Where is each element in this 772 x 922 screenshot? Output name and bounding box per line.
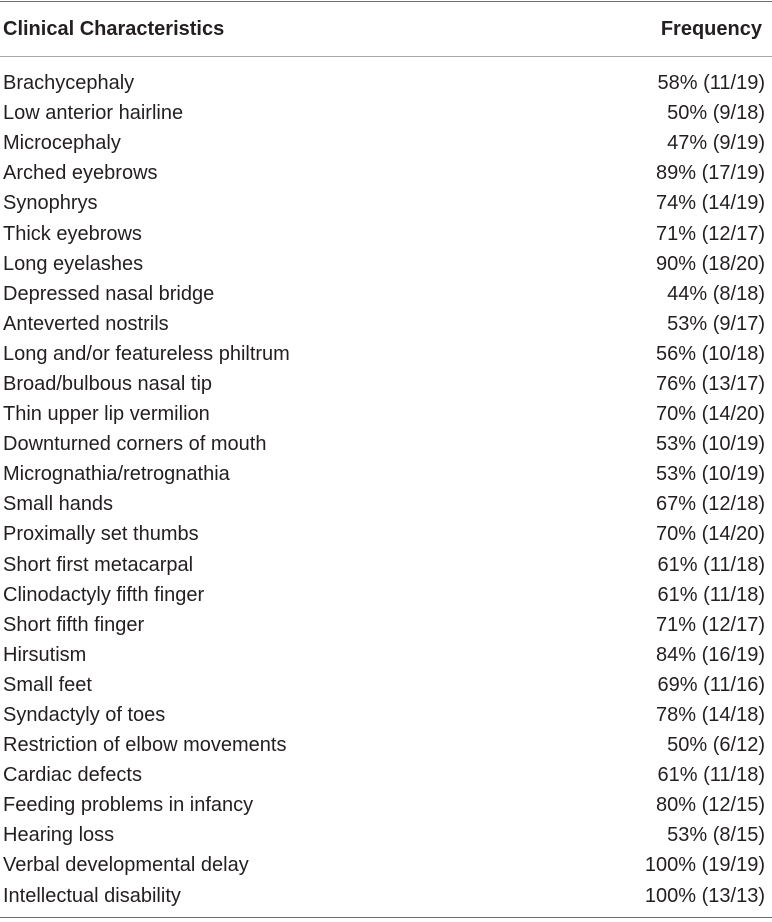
table-row	[0, 790, 772, 820]
table-row	[0, 459, 772, 489]
table-body	[0, 68, 772, 911]
cell-clinical-characteristic: Brachycephaly	[3, 72, 135, 95]
cell-clinical-characteristic: Hirsutism	[3, 643, 87, 666]
table-row	[0, 820, 772, 850]
cell-frequency: 61% (11/18)	[657, 553, 765, 576]
cell-frequency: 53% (8/15)	[667, 824, 765, 847]
cell-frequency: 76% (13/17)	[656, 372, 765, 395]
table-row	[0, 429, 772, 459]
cell-clinical-characteristic: Depressed nasal bridge	[3, 282, 215, 305]
header-clinical-characteristics: Clinical Characteristics	[3, 17, 225, 40]
table-row	[0, 369, 772, 399]
table-row	[0, 610, 772, 640]
cell-clinical-characteristic: Restriction of elbow movements	[3, 734, 287, 757]
cell-frequency: 84% (16/19)	[656, 643, 765, 666]
cell-frequency: 71% (12/17)	[656, 222, 765, 245]
cell-clinical-characteristic: Micrognathia/retrognathia	[3, 463, 230, 486]
table-bottom-rule	[0, 917, 772, 918]
cell-clinical-characteristic: Short first metacarpal	[3, 553, 194, 576]
cell-frequency: 71% (12/17)	[656, 613, 765, 636]
cell-clinical-characteristic: Thin upper lip vermilion	[3, 403, 210, 426]
table-row	[0, 249, 772, 279]
cell-frequency: 47% (9/19)	[667, 132, 765, 155]
cell-clinical-characteristic: Broad/bulbous nasal tip	[3, 372, 213, 395]
cell-clinical-characteristic: Microcephaly	[3, 132, 121, 155]
cell-frequency: 53% (9/17)	[667, 312, 765, 335]
cell-clinical-characteristic: Intellectual disability	[3, 884, 181, 907]
cell-clinical-characteristic: Long eyelashes	[3, 252, 144, 275]
table-row	[0, 881, 772, 911]
cell-frequency: 90% (18/20)	[656, 252, 765, 275]
cell-frequency: 100% (19/19)	[644, 854, 765, 877]
table-row	[0, 188, 772, 218]
cell-frequency: 61% (11/18)	[657, 583, 765, 606]
table-row	[0, 218, 772, 248]
cell-clinical-characteristic: Short fifth finger	[3, 613, 145, 636]
cell-clinical-characteristic: Hearing loss	[3, 824, 115, 847]
cell-clinical-characteristic: Small feet	[3, 673, 92, 696]
table-top-rule	[0, 1, 772, 2]
cell-clinical-characteristic: Thick eyebrows	[3, 222, 142, 245]
cell-clinical-characteristic: Verbal developmental delay	[3, 854, 249, 877]
cell-clinical-characteristic: Arched eyebrows	[3, 162, 158, 185]
cell-frequency: 50% (6/12)	[667, 734, 765, 757]
table-row	[0, 68, 772, 98]
table-row	[0, 550, 772, 580]
cell-frequency: 67% (12/18)	[656, 493, 765, 516]
table-header-rule	[0, 56, 772, 57]
cell-clinical-characteristic: Downturned corners of mouth	[3, 433, 267, 456]
cell-clinical-characteristic: Synophrys	[3, 192, 98, 215]
cell-clinical-characteristic: Long and/or featureless philtrum	[3, 342, 290, 365]
cell-clinical-characteristic: Proximally set thumbs	[3, 523, 199, 546]
cell-clinical-characteristic: Small hands	[3, 493, 114, 516]
header-frequency: Frequency	[660, 17, 762, 40]
cell-clinical-characteristic: Cardiac defects	[3, 764, 142, 787]
cell-clinical-characteristic: Anteverted nostrils	[3, 312, 169, 335]
table-row	[0, 98, 772, 128]
table-row	[0, 850, 772, 880]
table-row	[0, 339, 772, 369]
cell-frequency: 100% (13/13)	[644, 884, 765, 907]
cell-frequency: 50% (9/18)	[667, 102, 765, 125]
cell-frequency: 74% (14/19)	[656, 192, 765, 215]
table-row	[0, 640, 772, 670]
cell-frequency: 58% (11/19)	[657, 72, 765, 95]
cell-frequency: 53% (10/19)	[656, 433, 765, 456]
cell-clinical-characteristic: Clinodactyly fifth finger	[3, 583, 205, 606]
table-row	[0, 670, 772, 700]
cell-frequency: 89% (17/19)	[656, 162, 765, 185]
cell-clinical-characteristic: Feeding problems in infancy	[3, 794, 254, 817]
cell-frequency: 70% (14/20)	[656, 403, 765, 426]
cell-frequency: 61% (11/18)	[657, 764, 765, 787]
table-row	[0, 399, 772, 429]
table-row	[0, 279, 772, 309]
cell-clinical-characteristic: Low anterior hairline	[3, 102, 184, 125]
cell-frequency: 78% (14/18)	[656, 704, 765, 727]
table-row	[0, 730, 772, 760]
table-row	[0, 309, 772, 339]
table-row	[0, 580, 772, 610]
table-row	[0, 700, 772, 730]
table-row	[0, 128, 772, 158]
cell-frequency: 69% (11/16)	[657, 673, 765, 696]
cell-clinical-characteristic: Syndactyly of toes	[3, 704, 166, 727]
table-header-row	[0, 14, 772, 44]
cell-frequency: 56% (10/18)	[656, 342, 765, 365]
cell-frequency: 80% (12/15)	[656, 794, 765, 817]
cell-frequency: 53% (10/19)	[656, 463, 765, 486]
table-row	[0, 158, 772, 188]
table-row	[0, 519, 772, 549]
cell-frequency: 70% (14/20)	[656, 523, 765, 546]
table-row	[0, 489, 772, 519]
table-row	[0, 760, 772, 790]
cell-frequency: 44% (8/18)	[667, 282, 765, 305]
